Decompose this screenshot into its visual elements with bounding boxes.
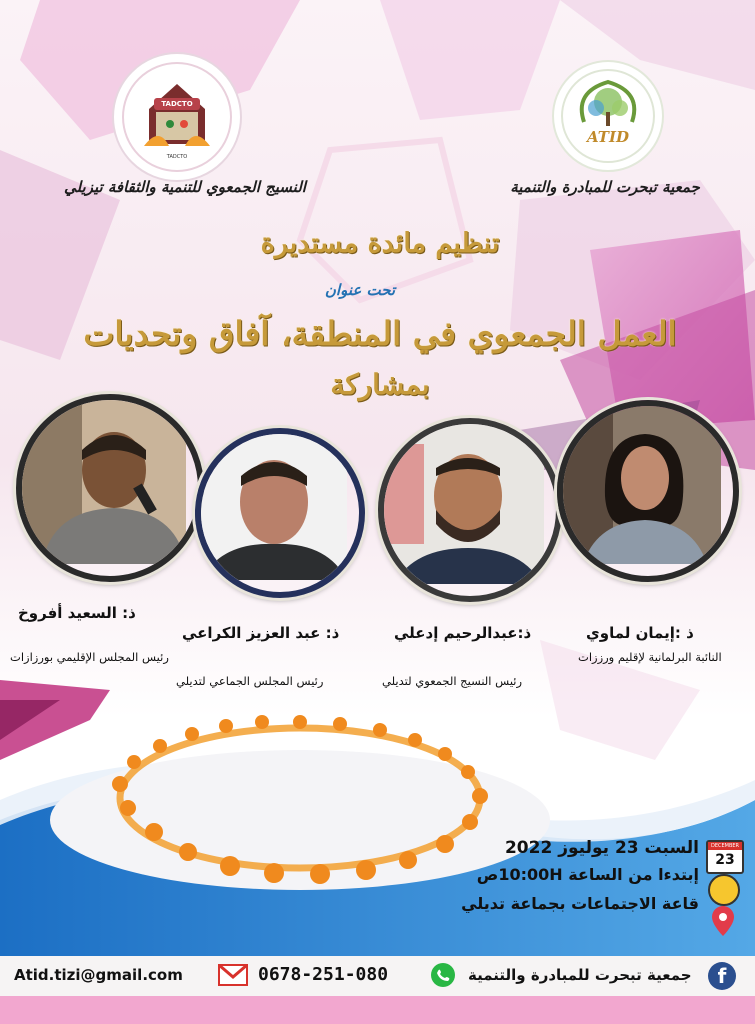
woman-portrait-icon <box>563 406 721 564</box>
speaker-photo-4 <box>557 400 739 582</box>
facebook-page-name[interactable]: جمعية تبحرت للمبادرة والتنمية <box>468 966 692 984</box>
speaker-photo-3 <box>378 418 562 602</box>
speaker-1-name: ذ: السعيد أفروخ <box>18 604 136 622</box>
calendar-icon <box>706 840 744 874</box>
tadcto-emblem-icon <box>114 54 240 180</box>
under-title-label: تحت عنوان <box>324 281 396 299</box>
man-portrait-icon <box>22 400 186 564</box>
man-portrait-icon <box>384 424 544 584</box>
participation-label: بمشاركة <box>330 368 430 401</box>
event-time: إبتدءا من الساعة 10:00Hص <box>476 865 699 884</box>
atid-logo <box>552 60 664 172</box>
svg-text:TADCTO: TADCTO <box>166 154 188 160</box>
bottom-strip <box>0 996 755 1024</box>
event-place: قاعة الاجتماعات بجماعة تديلي <box>461 894 699 913</box>
location-pin-icon <box>712 906 734 936</box>
tadcto-logo <box>112 52 242 182</box>
calendar-day: 23 <box>715 852 735 868</box>
atid-tree-icon <box>554 62 662 170</box>
facebook-icon: f <box>708 962 736 990</box>
speaker-3-name: ذ:عبدالرحيم إدعلي <box>394 624 532 642</box>
man-portrait-icon <box>201 434 347 580</box>
speaker-2-name: ذ: عبد العزيز الكراعي <box>182 624 340 642</box>
speaker-3-role: رئيس النسيج الجمعوي لتديلي <box>382 674 523 688</box>
contact-phone[interactable]: 0678-251-080 <box>258 964 389 985</box>
clock-icon <box>708 874 740 906</box>
tadcto-initials: TADCTO <box>161 100 193 108</box>
person-figures <box>112 715 488 884</box>
organizer-right-name: جمعية تبحرت للمبادرة والتنمية <box>510 178 700 196</box>
organizer-left-name: النسيج الجمعوي للتنمية والثقافة تيزيلي <box>64 178 306 196</box>
event-type-title: تنظيم مائدة مستديرة <box>260 228 500 259</box>
speaker-photo-1 <box>16 394 204 582</box>
speaker-1-role: رئيس المجلس الإقليمي بورزازات <box>10 650 169 664</box>
tadcto-banner <box>154 98 200 110</box>
calendar-month: DECEMBER <box>708 842 742 850</box>
event-main-title: العمل الجمعوي في المنطقة، آفاق وتحديات <box>83 314 677 353</box>
speaker-2-role: رئيس المجلس الجماعي لتديلي <box>176 674 324 688</box>
people-circle-illustration <box>90 698 510 898</box>
event-date: السبت 23 يوليوز 2022 <box>504 838 699 858</box>
whatsapp-icon <box>430 962 456 988</box>
speaker-photo-2 <box>195 428 365 598</box>
speaker-4-role: النائبة البرلمانية لإقليم ورززات <box>578 650 722 664</box>
mail-icon <box>218 964 248 986</box>
atid-initials: ATID <box>586 128 629 146</box>
contact-email[interactable]: Atid.tizi@gmail.com <box>14 966 183 984</box>
speaker-4-name: ذ :إيمان لماوي <box>586 624 694 642</box>
